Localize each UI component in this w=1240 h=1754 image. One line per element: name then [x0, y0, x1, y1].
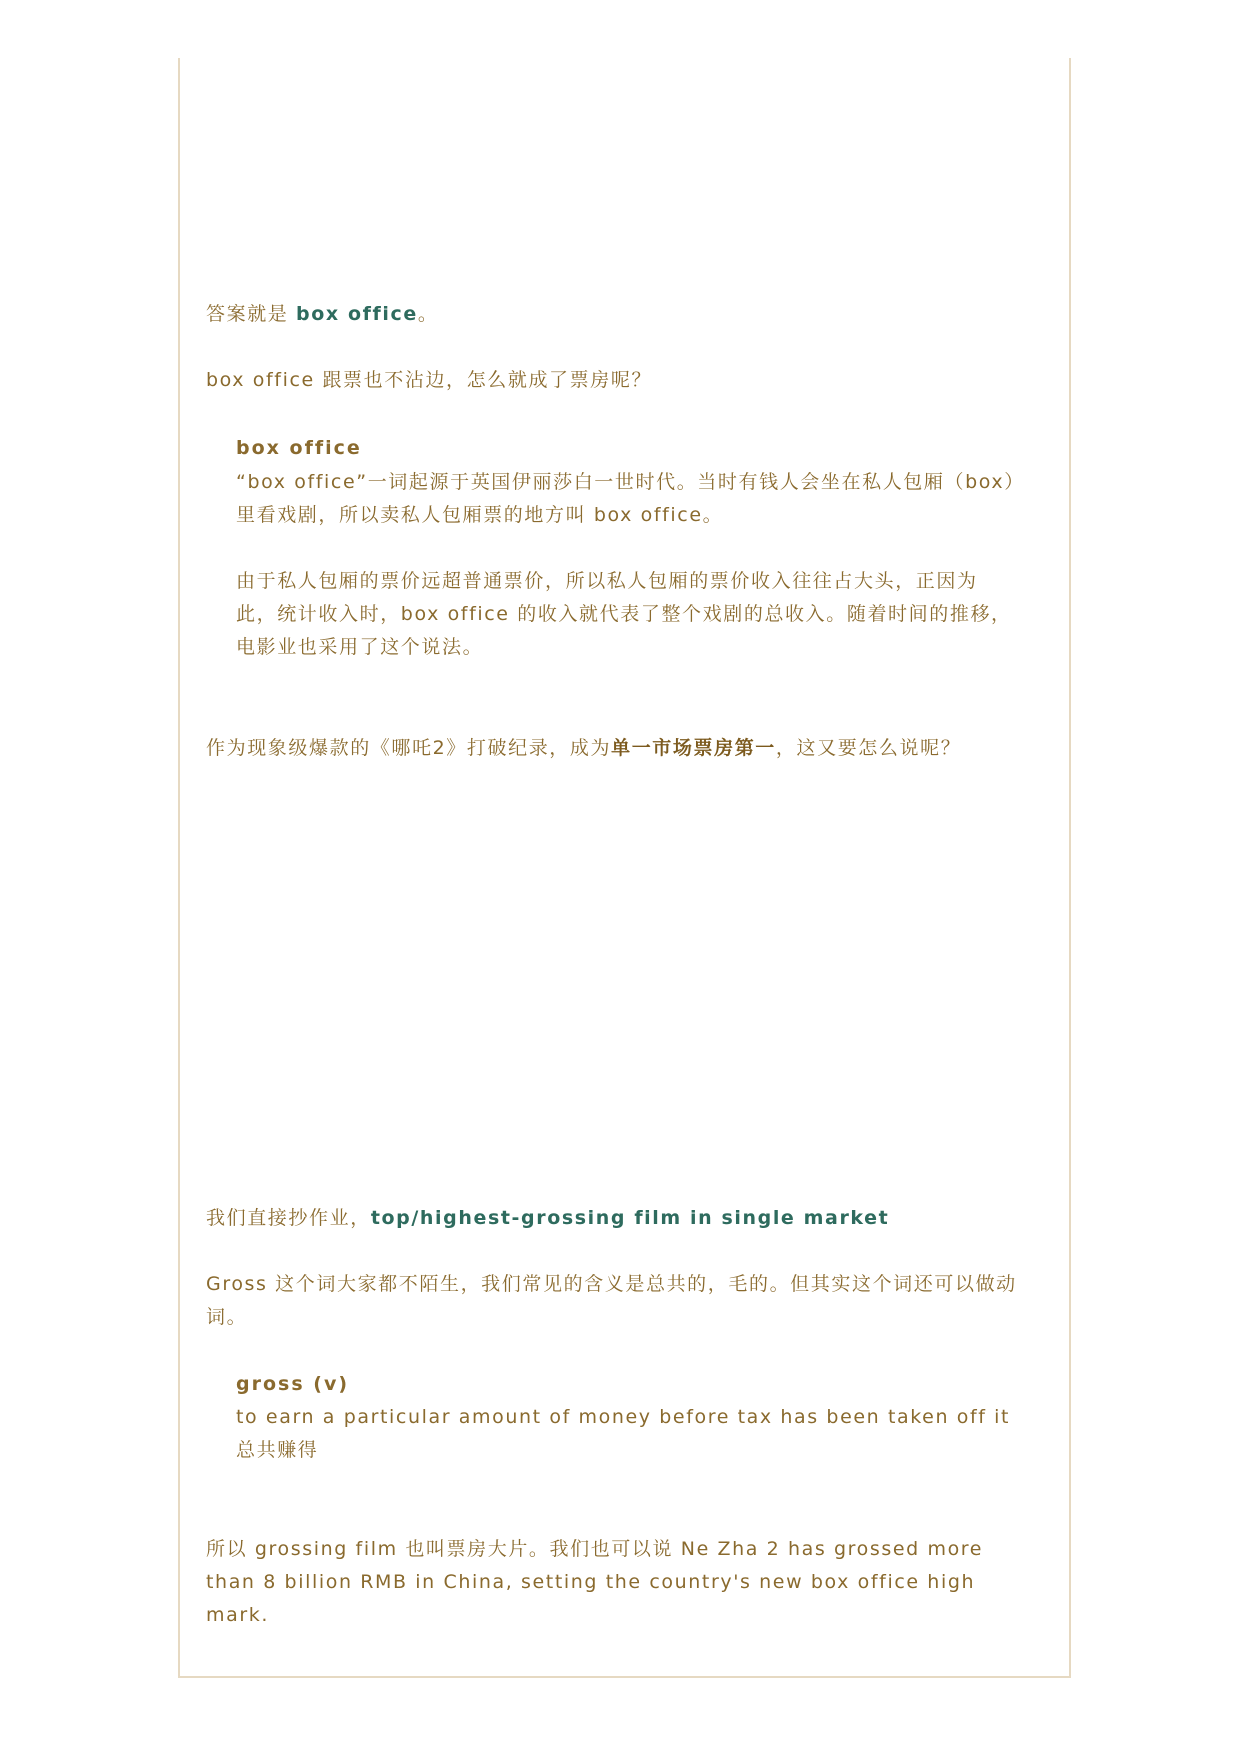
- copy-homework-paragraph: [206, 1202, 1046, 1235]
- gross-intro-paragraph: Gross 这个词大家都不陌生，我们常见的含义是总共的，毛的。但其实这个词还可以做动词。: [206, 1273, 1017, 1328]
- gross-definition-zh: 总共赚得: [236, 1439, 319, 1461]
- answer-prefix: 答案就是: [206, 303, 297, 325]
- ne-zha-question: [206, 732, 1046, 765]
- answer-paragraph: [206, 298, 1046, 331]
- answer-term: box office: [296, 303, 418, 325]
- ne-zha-question-bold: 单一市场票房第一: [611, 737, 776, 759]
- box-office-term: box office: [236, 437, 362, 459]
- ne-zha-question-suffix: ，这又要怎么说呢？: [775, 737, 962, 759]
- gross-term: gross (v): [236, 1373, 350, 1395]
- ne-zha-question-prefix: 作为现象级爆款的《哪吒2》打破纪录，成为: [206, 737, 612, 759]
- gross-definition-en: to earn a particular amount of money before tax has been taken off it: [236, 1406, 1011, 1428]
- question-paragraph: box office 跟票也不沾边，怎么就成了票房呢？: [206, 369, 653, 391]
- answer-suffix: 。: [417, 303, 439, 325]
- copy-homework-prefix: 我们直接抄作业，: [206, 1207, 371, 1229]
- conclusion-paragraph: 所以 grossing film 也叫票房大片。我们也可以说 Ne Zha 2 has grossed more than 8 billion RMB in China, setting the country's new box office high mark.: [206, 1538, 984, 1626]
- copy-homework-term: top/highest-grossing film in single market: [370, 1207, 890, 1229]
- box-office-origin: “box office”一词起源于英国伊丽莎白一世时代。当时有钱人会坐在私人包厢（box）里看戏剧，所以卖私人包厢票的地方叫 box office。: [236, 471, 1016, 526]
- box-office-explanation: 由于私人包厢的票价远超普通票价，所以私人包厢的票价收入往往占大头，正因为此，统计收入时，box office 的收入就代表了整个戏剧的总收入。随着时间的推移，电影业也采用了这个说法。: [236, 570, 1012, 658]
